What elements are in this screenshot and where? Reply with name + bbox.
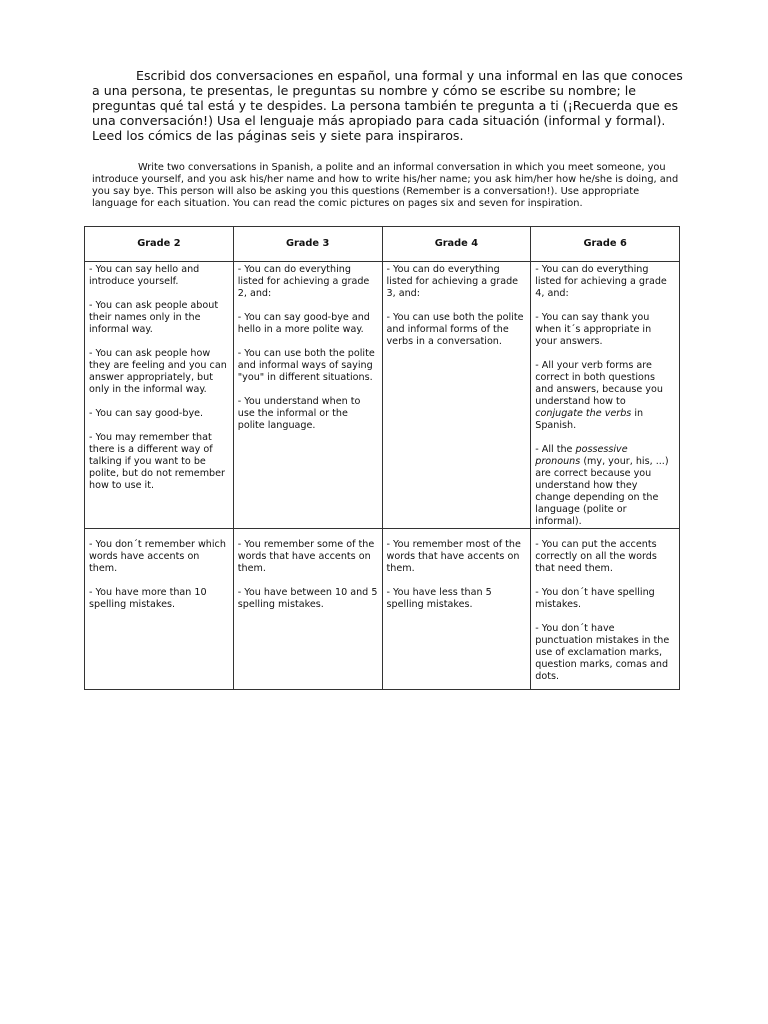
criterion-text: - You don´t have punctuation mistakes in the use of exclamation marks, question marks, comas and dots. [535, 623, 670, 682]
criterion-item [238, 587, 378, 611]
criterion-item [535, 623, 675, 683]
criterion-text: - All the [535, 444, 576, 455]
criterion-item [387, 312, 527, 348]
criterion-item [238, 396, 378, 432]
grade-3-header: Grade 3 [233, 227, 382, 262]
criterion-text: - You don´t remember which words have accents on them. [89, 539, 226, 574]
criterion-text: - You can use both the polite and informal ways of saying "you" in different situations. [237, 348, 375, 383]
criterion-item [89, 300, 229, 336]
criterion-item [535, 444, 675, 528]
criterion-text: - You can do everything listed for achieving a grade 4, and: [535, 264, 667, 299]
criterion-item [89, 264, 229, 288]
criterion-text: - All your verb forms are correct in both questions and answers, because you understand how to [535, 360, 663, 407]
grade-4-header: Grade 4 [382, 227, 531, 262]
criterion-item [535, 587, 675, 611]
criterion-item [387, 264, 527, 300]
cell-grade-2-conversation [85, 262, 234, 529]
criterion-emphasis: possessive pronouns [535, 444, 628, 467]
criterion-text: - You can put the accents correctly on all the words that need them. [535, 539, 657, 574]
criterion-text: - You remember some of the words that have accents on them. [237, 539, 375, 574]
criterion-item [89, 587, 229, 611]
cell-grade-6-accuracy [531, 529, 680, 690]
criterion-text: - You can say good-bye. [89, 408, 204, 419]
criterion-text: - You can say thank you when it´s appropriate in your answers. [535, 312, 652, 347]
criterion-item [535, 312, 675, 348]
intro-english-text: Write two conversations in Spanish, a polite and an informal conversation in which you meet someone, you introduce yourself, and you ask his/her name and how to write his/her name; you ask him/her how he/she is doing, and you say bye. This person will also be asking you this questions (Remember is a conversation!). Use appropriate language for each situation. You can read the comic pictures on pages six and seven for inspiration. [92, 162, 679, 209]
cell-grade-3-conversation [233, 262, 382, 529]
criterion-emphasis: conjugate the verbs [535, 408, 632, 419]
criterion-item [387, 587, 527, 611]
criterion-text: - You can say good-bye and hello in a more polite way. [237, 312, 370, 335]
criterion-text: - You can do everything listed for achieving a grade 2, and: [237, 264, 370, 299]
criterion-text: - You have between 10 and 5 spelling mistakes. [237, 587, 378, 610]
intro-spanish-paragraph [92, 68, 684, 143]
criterion-text: - You remember most of the words that have accents on them. [386, 539, 521, 574]
criterion-text: - You have more than 10 spelling mistakes. [89, 587, 207, 610]
intro-english-paragraph [92, 162, 684, 210]
criterion-text: - You don´t have spelling mistakes. [535, 587, 655, 610]
criterion-text: - You understand when to use the informal or the polite language. [237, 396, 361, 431]
criterion-item [89, 539, 229, 575]
criterion-item [89, 432, 229, 492]
criterion-item [238, 312, 378, 336]
grade-2-header: Grade 2 [85, 227, 234, 262]
criterion-text: - You may remember that there is a different way of talking if you want to be polite, but do not remember how to use it. [89, 432, 225, 491]
grading-rubric-table [84, 226, 680, 690]
cell-grade-4-conversation [382, 262, 531, 529]
cell-grade-2-accuracy [85, 529, 234, 690]
criterion-text: - You can ask people about their names only in the informal way. [89, 300, 219, 335]
criterion-text: (my, your, his, ...) are correct because you understand how they change depending on the language (polite or informal). [535, 456, 669, 527]
criterion-item [535, 264, 675, 300]
intro-spanish-text: Escribid dos conversaciones en español, una formal y una informal en las que conoces a una persona, te presentas, le preguntas su nombre y cómo se escribe su nombre; le preguntas qué tal está y te despides. La persona también te pregunta a ti (¡Recuerda que es una conversación!) Usa el lenguaje más apropiado para cada situación (informal y formal). Leed los cómics de las páginas seis y siete para inspiraros. [92, 68, 683, 143]
criterion-text: in Spanish. [535, 408, 644, 431]
criterion-item [238, 264, 378, 300]
cell-grade-6-conversation [531, 262, 680, 529]
criterion-text: - You can say hello and introduce yourself. [89, 264, 200, 287]
cell-grade-3-accuracy [233, 529, 382, 690]
criterion-text: - You can use both the polite and informal forms of the verbs in a conversation. [386, 312, 524, 347]
criterion-item [535, 539, 675, 575]
criterion-item [387, 539, 527, 575]
grade-6-header: Grade 6 [531, 227, 680, 262]
criterion-text: - You can do everything listed for achieving a grade 3, and: [386, 264, 519, 299]
criterion-item [89, 408, 229, 420]
criterion-item [535, 360, 675, 432]
rubric-header-row [85, 227, 680, 262]
criterion-item [238, 539, 378, 575]
criterion-text: - You have less than 5 spelling mistakes. [386, 587, 492, 610]
criterion-item [238, 348, 378, 384]
rubric-row-accuracy [85, 529, 680, 690]
criterion-text: - You can ask people how they are feeling and you can answer appropriately, but only in the informal way. [89, 348, 227, 395]
cell-grade-4-accuracy [382, 529, 531, 690]
rubric-row-conversation [85, 262, 680, 529]
criterion-item [89, 348, 229, 396]
